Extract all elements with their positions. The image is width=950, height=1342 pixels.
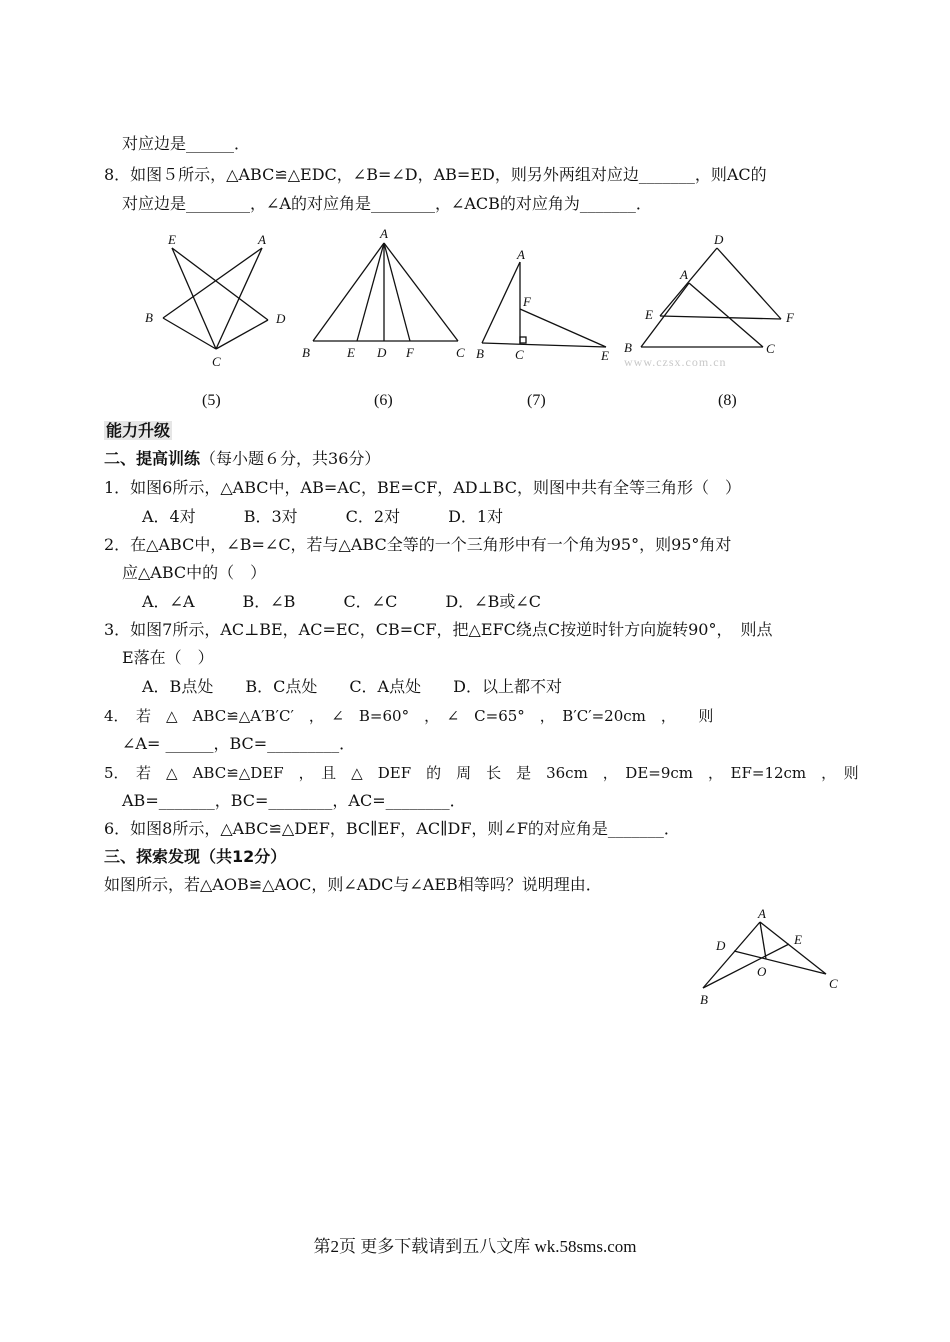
question-8-line2: 对应边是________，∠A的对应角是________，∠ACB的对应角为_______．	[122, 194, 652, 213]
fig5-label-B: B	[145, 310, 153, 325]
fig8-label-D: D	[714, 232, 724, 247]
fig7-label-C: C	[515, 347, 524, 362]
fig7-label-A: A	[517, 247, 525, 262]
fig5-label-C: C	[212, 354, 221, 369]
caption-fig7: (7)	[527, 392, 546, 409]
fig5-label-E: E	[168, 232, 176, 247]
question-2-3-line1: 3．如图7所示，AC⊥BE，AC=EC，CB=CF，把△EFC绕点C按逆时针方向旋转90°， 则点	[104, 620, 773, 639]
page-footer: 第2页 更多下载请到五八文库 wk.58sms.com	[313, 1237, 637, 1256]
fig8-label-C: C	[766, 341, 775, 356]
section-2-title: 二、提高训练	[104, 449, 201, 468]
figures-row	[0, 222, 950, 382]
figure-6	[313, 243, 458, 341]
fig6-label-A: A	[380, 226, 388, 241]
caption-fig8: (8)	[718, 392, 737, 409]
section-3-title: 三、探索发现（共12分）	[104, 847, 287, 866]
fig5-label-A: A	[258, 232, 266, 247]
question-8-line1: 8．如图５所示，△ABC≌△EDC，∠B=∠D，AB=ED，则另外两组对应边_______，则AC的	[104, 165, 767, 184]
fig6-label-D: D	[377, 345, 387, 360]
fig7-label-B: B	[476, 346, 484, 361]
fig8-label-E: E	[645, 307, 653, 322]
figure-8	[641, 248, 781, 347]
fig6-label-E: E	[347, 345, 355, 360]
fig8-label-F: F	[786, 310, 794, 325]
question-2-1-options: A．4对 B．3对 C．2对 D．1对	[142, 507, 504, 526]
section-ability-upgrade-label: 能力升级	[106, 421, 171, 440]
fig6-label-B: B	[302, 345, 310, 360]
section-ability-upgrade	[104, 420, 172, 442]
fig8-label-B: B	[624, 340, 632, 355]
question-2-5-line1: 5． 若 △ ABC≌△DEF ， 且 △ DEF 的 周 长 是 36cm ， DE=9cm ， EF=12cm ， 则	[104, 764, 859, 782]
figure-9	[690, 900, 850, 1010]
fig8-label-A: A	[680, 267, 688, 282]
fig9-label-D: D	[716, 938, 726, 953]
question-2-3-options: A．B点处 B．C点处 C．A点处 D．以上都不对	[142, 677, 562, 696]
fig9-label-C: C	[829, 976, 838, 991]
fig9-label-A: A	[758, 906, 766, 921]
section-3-question: 如图所示，若△AOB≌△AOC，则∠ADC与∠AEB相等吗？说明理由．	[104, 875, 602, 894]
section-2-note: （每小题６分，共36分）	[200, 449, 381, 468]
fig8-watermark: www.czsx.com.cn	[624, 355, 727, 369]
fig7-label-F: F	[523, 294, 531, 309]
fig5-label-D: D	[276, 311, 286, 326]
line-answer-blank: 对应边是______．	[122, 134, 251, 153]
question-2-2-line2: 应△ABC中的（ ）	[122, 563, 267, 582]
caption-fig6: (6)	[374, 392, 393, 409]
figure-7	[482, 262, 606, 347]
fig6-label-F: F	[406, 345, 414, 360]
section-2-heading	[104, 448, 380, 470]
question-2-3-line2: E落在（ ）	[122, 648, 214, 667]
fig9-label-B: B	[700, 992, 708, 1007]
fig6-label-C: C	[456, 345, 465, 360]
question-2-1: 1．如图6所示，△ABC中，AB=AC，BE=CF，AD⊥BC，则图中共有全等三角形（ ）	[104, 478, 741, 497]
fig9-label-E: E	[794, 932, 802, 947]
fig7-label-E: E	[601, 348, 609, 363]
question-2-6: 6．如图8所示，△ABC≌△DEF，BC∥EF，AC∥DF，则∠F的对应角是_______．	[104, 819, 680, 838]
question-2-2-options: A．∠A B．∠B C．∠C D．∠B或∠C	[142, 592, 541, 611]
question-2-4-line1: 4． 若 △ ABC≌△A′B′C′ ， ∠ B=60° ， ∠ C=65° ， B′C′=20cm ， 则	[104, 707, 714, 725]
figure-5	[163, 248, 268, 349]
fig9-label-O: O	[757, 964, 767, 979]
question-2-5-line2: AB=_______，BC=________，AC=________．	[122, 791, 466, 810]
caption-fig5: (5)	[202, 392, 221, 409]
question-2-4-line2: ∠A= ______，BC=_________．	[122, 734, 356, 753]
question-2-2-line1: 2．在△ABC中，∠B=∠C，若与△ABC全等的一个三角形中有一个角为95°，则95°角对	[104, 535, 732, 554]
